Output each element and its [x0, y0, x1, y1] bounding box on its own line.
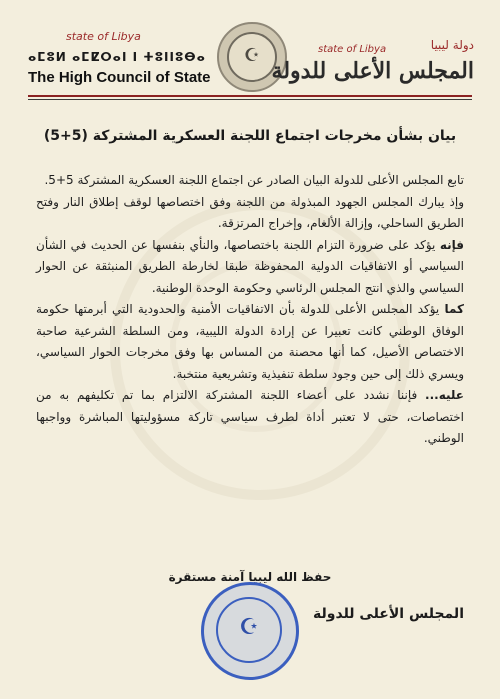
seal-crescent-icon: ☪ [239, 615, 259, 640]
emblem-ring [227, 32, 277, 82]
state-of-libya-label-left: state of Libya [66, 30, 141, 43]
signature-council: المجلس الأعلى للدولة [313, 606, 464, 622]
council-name-english: The High Council of State [28, 69, 211, 86]
header-right [271, 30, 474, 90]
tifinagh-council-name: ⴰⵎⵓⵍ ⴰⵎⵇⵔⴰⵏ ⵏ ⵜⵓⵏⵏⵓⴱⴰ [28, 50, 206, 64]
paragraph-lead: كما [444, 302, 464, 316]
paragraph-lead: عليه... [425, 388, 464, 402]
paragraph-4: كما يؤكد المجلس الأعلى للدولة بأن الاتفاقيات الأمنية والحدودية التي أبرمتها حكومة الوفاق الوطني كانت تعبيرا عن إرادة الدولة الليبية، ومن السلطة الشرعية صاحبة الاختصاص الأصيل، كما أنها محصنة من المساس بها وفق مخرجات الحوار السياسي، ويسري ذلك إلى حين وجود سلطة تنفيذية وتشريعية منتخبة. [36, 302, 464, 381]
state-of-libya-arabic: دولة ليبيا [430, 38, 474, 52]
header-rule-red [28, 95, 472, 97]
statement-title: بيان بشأن مخرجات اجتماع اللجنة العسكرية المشتركة (5+5) [43, 128, 457, 144]
council-name-arabic: المجلس الأعلى للدولة [271, 58, 474, 84]
header-rule-dark [28, 99, 472, 100]
paragraph-3: فإنه يؤكد على ضرورة التزام اللجنة باختصاصها، والنأي بنفسها عن الحديث في الشأن السياسي أو الاتفاقيات الدولية المحفوظة طبقا لخارطة الطريق المنبثقة عن الحوار السياسي والذي انتج المجلس الرئاسي وحكومة الوحدة الوطنية. [36, 237, 464, 295]
emblem-star-icon: ☪ [243, 45, 261, 66]
statement-body [36, 170, 464, 450]
paragraph-2: وإذ يبارك المجلس الجهود المبذولة من اللجنة وفق اختصاصها لوقف إطلاق النار وفتح الطريق الساحلي، وإزالة الألغام، وإخراج المرتزقة. [36, 194, 464, 230]
state-of-libya-label-right: state of Libya [318, 44, 387, 55]
closing-line: حفظ الله ليبيا آمنة مستقرة [168, 570, 332, 584]
seal-inner-ring [216, 597, 282, 663]
paragraph-1: تابع المجلس الأعلى للدولة البيان الصادر عن اجتماع اللجنة العسكرية المشتركة 5+5. [44, 173, 464, 187]
official-seal-icon [201, 582, 299, 680]
paragraph-lead: فإنه [439, 237, 464, 252]
paragraph-5: عليه... فإننا نشدد على أعضاء اللجنة المشتركة الالتزام بما تم تكليفهم به من اختصاصات، حتى لا تعتبر أداة لطرف سياسي تاركة مسؤوليتها المباشرة وواجبها الوطني. [36, 388, 464, 445]
